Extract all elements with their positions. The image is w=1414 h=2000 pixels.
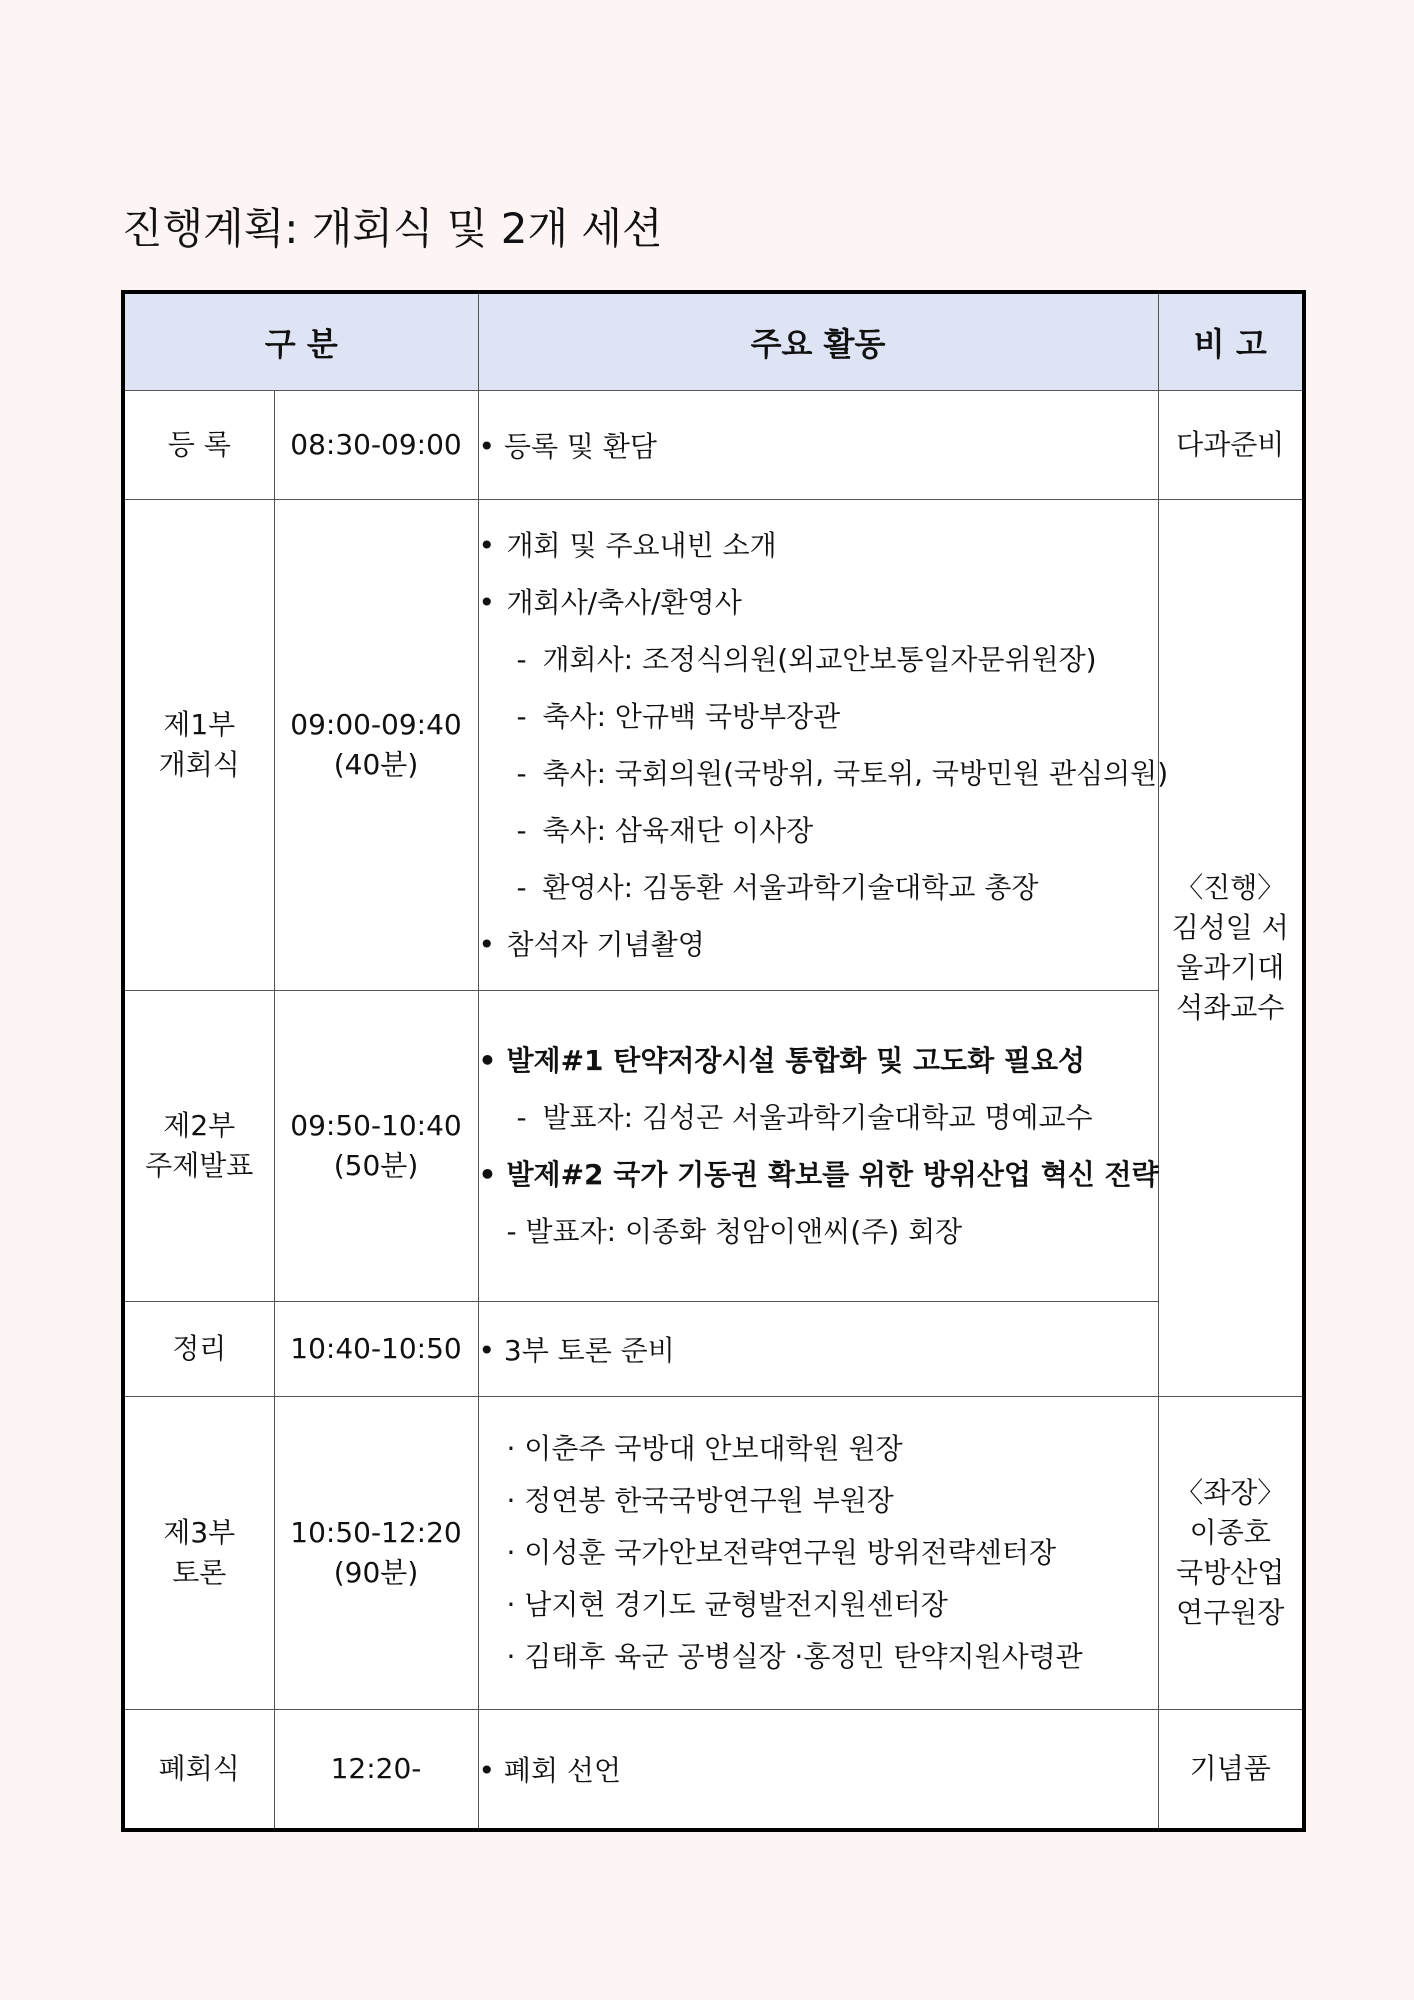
moderator-name-line2: 울과기대: [1176, 951, 1285, 984]
header-note: 비 고: [1158, 292, 1304, 391]
list-item: - 발표자: 이종화 청암이앤씨(주) 회장: [506, 1215, 963, 1248]
list-item: • 발제#1 탄약저장시설 통합화 및 고도화 필요성: [479, 1032, 1158, 1089]
closing-time: 12:20-: [274, 1710, 478, 1831]
part2-time-range: 09:50-10:40: [290, 1109, 462, 1142]
part3-category-line2: 토론: [172, 1556, 227, 1589]
header-row: [123, 292, 1304, 391]
dash-icon: -: [516, 1101, 527, 1134]
part1-duration: (40분): [333, 748, 419, 781]
list-item: - 발표자: 김성곤 서울과학기술대학교 명예교수: [479, 1089, 1158, 1146]
part3-category-line1: 제3부: [163, 1516, 236, 1549]
summary-category: 정리: [123, 1302, 274, 1397]
list-item: - 축사: 안규백 국방부장관: [479, 688, 1158, 745]
list-item: • 개회사/축사/환영사: [479, 574, 1158, 631]
moderator-name-line3: 석좌교수: [1176, 991, 1285, 1024]
schedule-table: [121, 290, 1306, 1832]
part3-activity: [478, 1397, 1158, 1710]
moderator-label: 〈진행〉: [1175, 871, 1286, 904]
part2-category-line2: 주제발표: [145, 1149, 254, 1182]
header-category: 구 분: [123, 292, 478, 391]
list-item: - 환영사: 김동환 서울과학기술대학교 총장: [479, 859, 1158, 916]
part1-category: [123, 500, 274, 991]
dash-icon: -: [516, 643, 527, 676]
dash-icon: -: [516, 757, 527, 790]
chair-org-line1: 국방산업: [1176, 1556, 1285, 1589]
part3-time-range: 10:50-12:20: [290, 1516, 462, 1549]
list-item: · 김태후 육군 공병실장 ·홍정민 탄약지원사령관: [506, 1640, 1083, 1673]
part2-time: [274, 991, 478, 1302]
moderator-name-line1: 김성일 서: [1171, 911, 1289, 944]
part1-category-line1: 제1부: [163, 708, 236, 741]
summary-activity: • 3부 토론 준비: [478, 1302, 1158, 1397]
part3-category: [123, 1397, 274, 1710]
bullet-icon: •: [478, 1158, 497, 1191]
list-item: · 이성훈 국가안보전략연구원 방위전략센터장: [506, 1536, 1057, 1569]
part1-time: [274, 500, 478, 991]
moderator-note: [1158, 500, 1304, 1397]
part3-duration: (90분): [333, 1556, 419, 1589]
bullet-icon: •: [478, 529, 496, 562]
part1-category-line2: 개회식: [158, 748, 240, 781]
list-item: · 정연봉 한국국방연구원 부원장: [506, 1484, 894, 1517]
list-item: • 참석자 기념촬영: [479, 916, 1158, 973]
list-item: - 축사: 국회의원(국방위, 국토위, 국방민원 관심의원): [479, 745, 1158, 802]
list-item: • 발제#2 국가 기동권 확보를 위한 방위산업 혁신 전략: [479, 1146, 1158, 1203]
bullet-icon: •: [478, 928, 496, 961]
chair-label: 〈좌장〉: [1175, 1476, 1286, 1509]
bullet-icon: •: [478, 586, 496, 619]
part2-activity: [478, 991, 1158, 1302]
table-row-part3: [123, 1397, 1304, 1710]
dash-icon: -: [516, 814, 527, 847]
part2-duration: (50분): [333, 1149, 419, 1182]
closing-activity: • 폐회 선언: [478, 1710, 1158, 1831]
registration-time: 08:30-09:00: [274, 391, 478, 500]
part2-category-line1: 제2부: [163, 1109, 236, 1142]
closing-note: 기념품: [1158, 1710, 1304, 1831]
bullet-icon: •: [478, 1044, 497, 1077]
list-item: - 축사: 삼육재단 이사장: [479, 802, 1158, 859]
page-title: 진행계획: 개회식 및 2개 세션: [122, 204, 663, 253]
table-row-summary: [123, 1302, 1304, 1397]
registration-category: 등 록: [123, 391, 274, 500]
registration-note: 다과준비: [1158, 391, 1304, 500]
closing-category: 폐회식: [123, 1710, 274, 1831]
table-row-part2: [123, 991, 1304, 1302]
table-row-registration: [123, 391, 1304, 500]
table-row-closing: [123, 1710, 1304, 1831]
part1-activity: [478, 500, 1169, 991]
header-activity: 주요 활동: [478, 292, 1158, 391]
dash-icon: -: [516, 871, 527, 904]
part3-time: [274, 1397, 478, 1710]
summary-time: 10:40-10:50: [274, 1302, 478, 1397]
chair-note: [1158, 1397, 1304, 1710]
list-item: · 남지현 경기도 균형발전지원센터장: [506, 1588, 948, 1621]
chair-org-line2: 연구원장: [1176, 1596, 1285, 1629]
list-item: · 이춘주 국방대 안보대학원 원장: [506, 1432, 903, 1465]
part1-time-range: 09:00-09:40: [290, 708, 462, 741]
dash-icon: -: [516, 700, 527, 733]
registration-activity: • 등록 및 환담: [478, 391, 1158, 500]
table-row-part1: [123, 500, 1304, 991]
chair-name: 이종호: [1189, 1516, 1271, 1549]
list-item: • 개회 및 주요내빈 소개: [479, 517, 1158, 574]
list-item: - 개회사: 조정식의원(외교안보통일자문위원장): [479, 631, 1158, 688]
part2-category: [123, 991, 274, 1302]
